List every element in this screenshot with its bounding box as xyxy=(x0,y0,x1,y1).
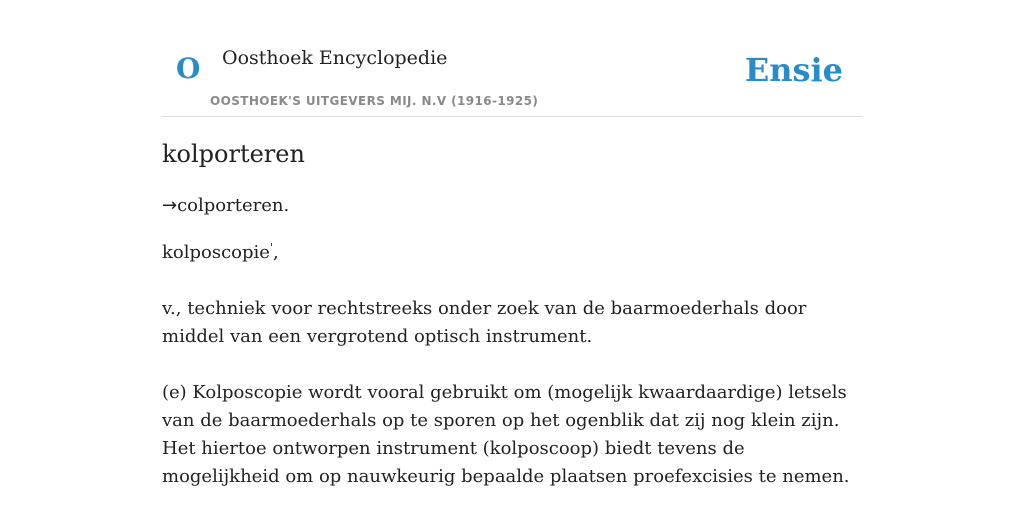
headword-text: kolposcopie xyxy=(162,242,270,263)
encyclopedia-logo-icon[interactable]: O xyxy=(176,52,201,85)
entry-title: kolporteren xyxy=(162,140,305,168)
cross-reference-link[interactable]: colporteren. xyxy=(177,195,290,216)
cross-reference xyxy=(162,193,289,219)
headword xyxy=(162,240,279,266)
headword-accent: ' xyxy=(269,241,273,254)
explanation-paragraph: (e) Kolposcopie wordt vooral gebruikt om (mogelijk kwaardaardige) letsels van de baarmoederhals op te sporen op het ogenblik dat zij nog klein zijn. Het hiertoe ontworpen instrument (kolposcoop) biedt tevens de mogelijkheid om op nauwkeurig bepaalde plaatsen proefexcisies te nemen. xyxy=(162,382,850,487)
publisher-subtitle: OOSTHOEK'S UITGEVERS MIJ. N.V (1916-1925) xyxy=(210,94,539,108)
definition-paragraph: v., techniek voor rechtstreeks onder zoek van de baarmoederhals door middel van een vergrotend optisch instrument. xyxy=(162,298,807,347)
headword-tail: , xyxy=(272,242,279,263)
encyclopedia-title[interactable]: Oosthoek Encyclopedie xyxy=(222,47,448,69)
arrow-right-icon: → xyxy=(162,195,178,216)
page xyxy=(162,0,862,487)
header xyxy=(162,0,862,117)
ensie-logo-link[interactable]: Ensie xyxy=(744,51,843,89)
